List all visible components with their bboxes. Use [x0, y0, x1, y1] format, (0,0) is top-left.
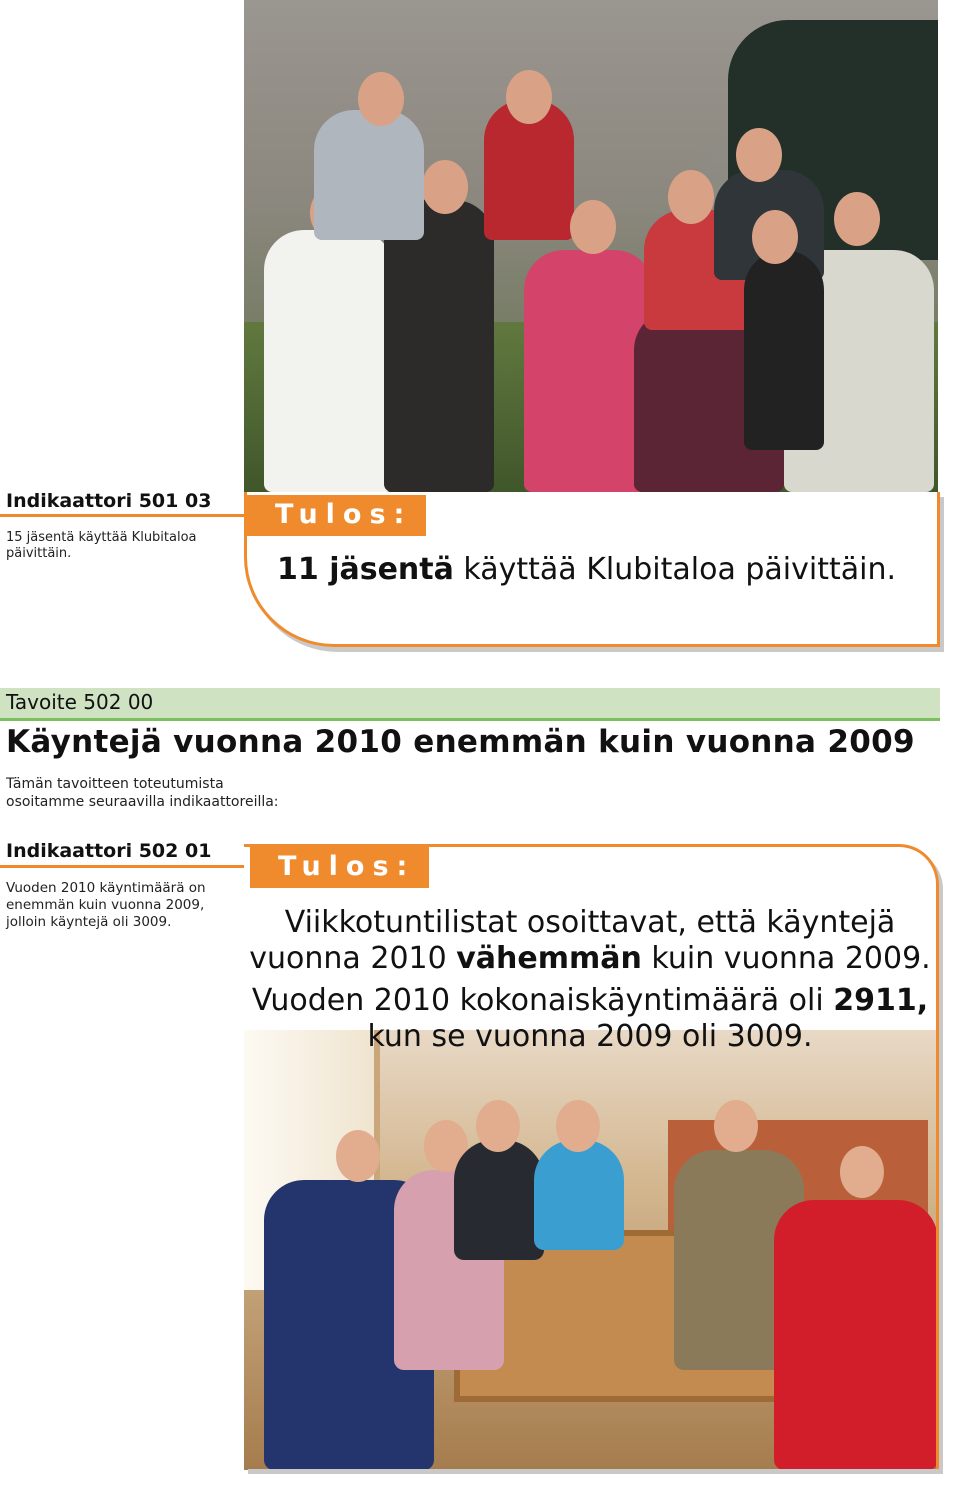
- indicator-502-01-text: [6, 880, 206, 931]
- result-2-line-3: [244, 983, 936, 1018]
- indicator-rule: [0, 514, 244, 517]
- result-box-2: [244, 844, 939, 1469]
- result-2-line-2: [244, 941, 936, 976]
- indicator-text-line: jolloin käyntejä oli 3009.: [6, 914, 172, 930]
- goal-label: Tavoite 502 00: [6, 690, 154, 714]
- goal-desc-line: Tämän tavoitteen toteutumista: [6, 776, 224, 792]
- goal-description: [6, 775, 279, 811]
- result-1-bold: 11 jäsentä: [277, 552, 454, 587]
- indicator-rule: [0, 865, 244, 868]
- result-2-bold: 2911,: [833, 983, 929, 1018]
- result-1-rest: käyttää Klubitaloa päivittäin.: [453, 552, 897, 587]
- indicator-text-line: päivittäin.: [6, 546, 72, 561]
- result-2-line-4: kun se vuonna 2009 oli 3009.: [367, 1019, 813, 1054]
- indicator-502-01-title: Indikaattori 502 01: [6, 840, 212, 862]
- goal-desc-line: osoitamme seuraavilla indikaattoreilla:: [6, 794, 279, 810]
- indicator-501-03-title: Indikaattori 501 03: [6, 490, 212, 512]
- result-2-text: Vuoden 2010 kokonaiskäyntimäärä oli: [251, 983, 834, 1018]
- goal-heading: Käyntejä vuonna 2010 enemmän kuin vuonna 2009: [6, 724, 915, 760]
- result-2-text: vuonna 2010: [249, 941, 457, 976]
- indicator-text-line: enemmän kuin vuonna 2009,: [6, 897, 205, 913]
- result-label: Tulos:: [247, 495, 426, 536]
- result-2-text: kuin vuonna 2009.: [641, 941, 931, 976]
- result-label: Tulos:: [250, 847, 429, 888]
- result-box-1: [244, 492, 940, 647]
- result-1-text: [277, 552, 896, 587]
- indicator-501-03-text: [6, 530, 197, 562]
- group-photo-outdoors: [244, 0, 938, 492]
- result-2-bold: vähemmän: [456, 941, 642, 976]
- indicator-text-line: 15 jäsentä käyttää Klubitaloa: [6, 530, 197, 545]
- result-2-line-1: Viikkotuntilistat osoittavat, että käyntejä: [284, 905, 896, 940]
- indicator-text-line: Vuoden 2010 käyntimäärä on: [6, 880, 206, 896]
